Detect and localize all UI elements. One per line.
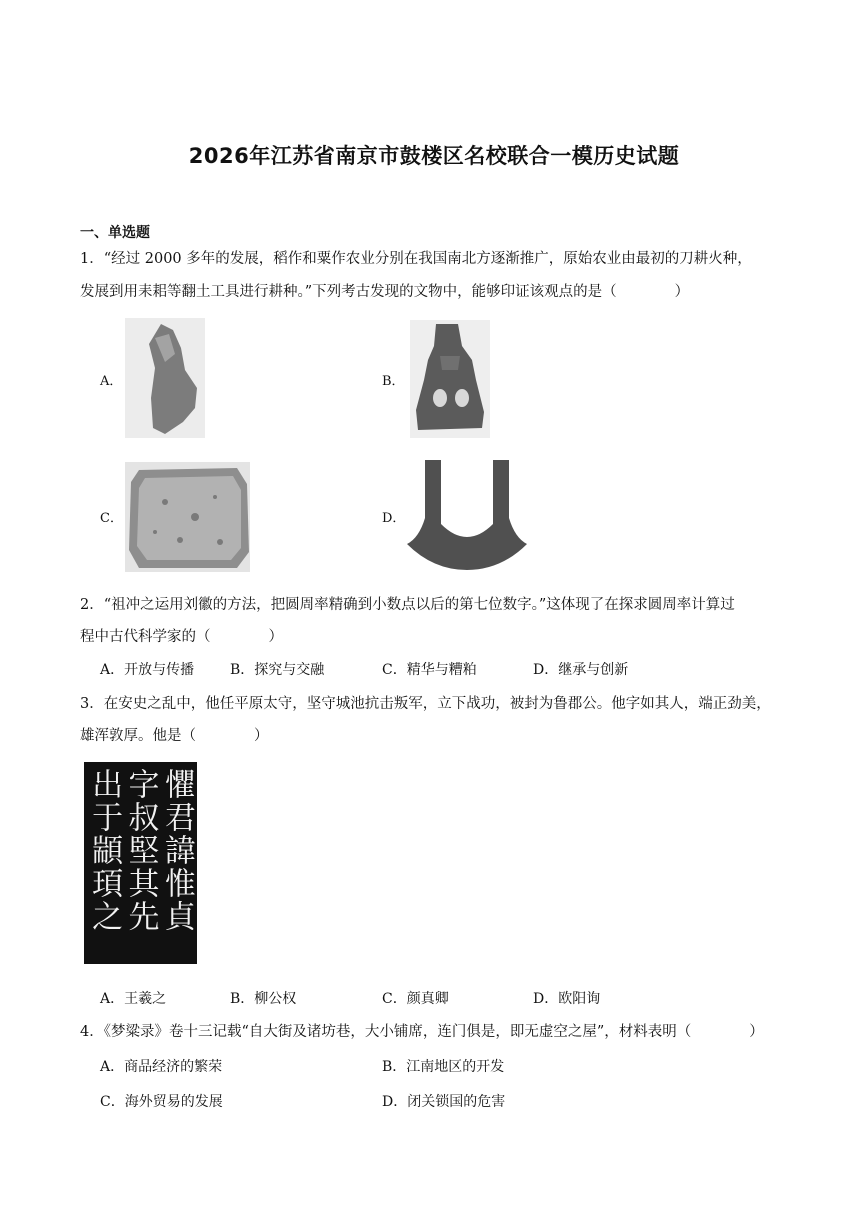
q1-option-a-label: A． (100, 374, 123, 389)
q2-option-c[interactable]: C．精华与糟粕 (382, 662, 477, 678)
q1-option-d-label: D． (382, 511, 406, 526)
u-shaped-plough-tip-image (405, 458, 530, 573)
q4-option-c[interactable]: C．海外贸易的发展 (100, 1094, 223, 1110)
q3-option-b[interactable]: B．柳公权 (230, 991, 297, 1007)
q1-option-c-label: C． (100, 511, 123, 526)
calligraphy-column-3: 出于顓頊之 (86, 768, 123, 933)
q3-text-line1: 3．在安史之乱中，他任平原太守，坚守城池抗击叛军，立下战功，被封为鲁郡公。他字如其人，端正劲美， (80, 696, 771, 712)
q2-option-d[interactable]: D．继承与创新 (533, 662, 629, 678)
stone-slab-image (125, 462, 250, 572)
q4-option-a[interactable]: A．商品经济的繁荣 (100, 1059, 223, 1075)
q1-option-b-label: B． (382, 374, 405, 389)
q1-text-line2: 发展到用耒耜等翻土工具进行耕种。”下列考古发现的文物中，能够印证该观点的是（ ） (80, 284, 690, 300)
page-title: 2026年江苏省南京市鼓楼区名校联合一模历史试题 (188, 144, 680, 168)
q2-text-line2: 程中古代科学家的（ ） (80, 629, 283, 645)
q3-option-d[interactable]: D．欧阳询 (533, 991, 601, 1007)
q3-option-c[interactable]: C．颜真卿 (382, 991, 449, 1007)
q3-option-a[interactable]: A．王羲之 (100, 991, 167, 1007)
q1-text-line1: 1．“经过 2000 多年的发展，稻作和粟作农业分别在我国南北方逐渐推广，原始农业由最初的刀耕火种， (80, 251, 752, 267)
q2-option-b[interactable]: B．探究与交融 (230, 662, 325, 678)
calligraphy-column-2: 字叔堅其先 (122, 768, 159, 933)
q2-option-a[interactable]: A．开放与传播 (100, 662, 195, 678)
stone-tool-fragment-image (125, 318, 205, 438)
q3-text-line2: 雄浑敦厚。他是（ ） (80, 728, 269, 744)
q4-text-line1: 4．《梦粱录》卷十三记载“自大街及诸坊巷，大小铺席，连门俱是，即无虚空之屋”，材料表明（ ） (80, 1024, 764, 1040)
q4-option-d[interactable]: D．闭关锁国的危害 (382, 1094, 506, 1110)
q2-text-line1: 2．“祖冲之运用刘徽的方法，把圆周率精确到小数点以后的第七位数字。”这体现了在探求圆周率计算过 (80, 597, 735, 613)
calligraphy-column-1: 懼君諱惟貞 (158, 768, 195, 933)
bronze-spade-image (410, 320, 490, 438)
q4-option-b[interactable]: B．江南地区的开发 (382, 1059, 505, 1075)
calligraphy-rubbing-image (84, 762, 197, 964)
section-heading: 一、单选题 (80, 225, 150, 241)
